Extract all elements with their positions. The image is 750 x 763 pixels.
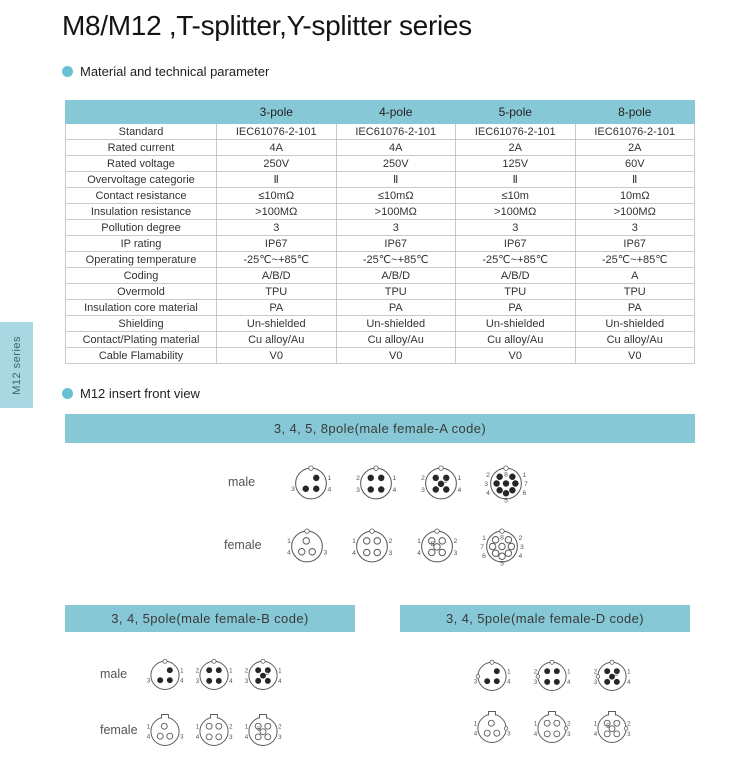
connector-diagram-male3 [143, 652, 187, 696]
connector-diagram-female5 [590, 705, 634, 749]
svg-text:1: 1 [457, 475, 462, 483]
svg-text:1: 1 [567, 668, 571, 676]
connector-diagram-female3 [470, 705, 514, 749]
spec-col-header: 8-pole [575, 101, 695, 124]
spec-row [66, 300, 695, 316]
spec-cell: >100MΩ [336, 204, 456, 220]
spec-row-label: Rated current [66, 140, 217, 156]
svg-text:4: 4 [195, 733, 200, 741]
gender-label: female [224, 538, 262, 552]
connector-diagram-female5 [413, 521, 461, 569]
svg-text:3: 3 [484, 480, 489, 488]
spec-cell: 125V [456, 156, 576, 172]
svg-text:1: 1 [244, 723, 249, 731]
section-header-material [62, 64, 269, 79]
pin-row-a-female [224, 521, 526, 569]
svg-text:1: 1 [392, 475, 397, 483]
bullet-icon [62, 388, 73, 399]
spec-table [65, 100, 695, 364]
spec-row [66, 140, 695, 156]
svg-text:4: 4 [180, 677, 184, 685]
spec-col-header: 5-pole [456, 101, 576, 124]
spec-row [66, 124, 695, 140]
spec-cell: V0 [456, 348, 576, 364]
svg-text:2: 2 [567, 720, 571, 728]
svg-text:8: 8 [504, 471, 508, 479]
svg-text:5: 5 [265, 670, 269, 678]
svg-text:2: 2 [421, 475, 425, 483]
svg-text:2: 2 [518, 534, 523, 542]
spec-cell: A/B/D [456, 268, 576, 284]
svg-text:1: 1 [522, 471, 527, 479]
svg-text:1: 1 [327, 475, 332, 483]
svg-text:1: 1 [278, 667, 282, 675]
svg-text:3: 3 [180, 733, 184, 741]
svg-text:3: 3 [323, 549, 328, 557]
svg-text:1: 1 [417, 538, 421, 546]
svg-text:2: 2 [388, 538, 393, 546]
svg-text:4: 4 [352, 549, 356, 557]
spec-cell: A/B/D [217, 268, 337, 284]
svg-text:4: 4 [229, 677, 233, 685]
spec-cell: ≤10mΩ [217, 188, 337, 204]
spec-cell: IEC61076-2-101 [217, 124, 337, 140]
spec-cell: -25℃~+85℃ [456, 252, 576, 268]
spec-cell: 3 [456, 220, 576, 236]
connector-diagram-male5 [241, 652, 285, 696]
spec-cell: >100MΩ [217, 204, 337, 220]
connector-diagram-female4 [530, 705, 574, 749]
svg-text:4: 4 [278, 677, 282, 685]
spec-row [66, 332, 695, 348]
spec-cell: 10mΩ [575, 188, 695, 204]
svg-text:3: 3 [421, 486, 425, 494]
spec-cell: ≤10mΩ [336, 188, 456, 204]
side-tab-label: M12 series [10, 335, 23, 395]
spec-cell: Cu alloy/Au [336, 332, 456, 348]
svg-text:3: 3 [146, 677, 151, 685]
svg-text:4: 4 [593, 730, 598, 738]
svg-text:4: 4 [486, 489, 490, 497]
pin-row-a-male [228, 458, 530, 506]
spec-row [66, 156, 695, 172]
svg-text:5: 5 [504, 497, 508, 505]
spec-cell: Un-shielded [575, 316, 695, 332]
spec-row [66, 236, 695, 252]
bullet-icon [62, 66, 73, 77]
spec-cell: PA [217, 300, 337, 316]
spec-cell: A/B/D [336, 268, 456, 284]
svg-text:7: 7 [480, 543, 485, 551]
spec-row-label: Insulation core material [66, 300, 217, 316]
svg-text:4: 4 [244, 733, 249, 741]
svg-text:5: 5 [614, 671, 618, 679]
gender-label: male [228, 475, 256, 489]
spec-cell: 3 [575, 220, 695, 236]
spec-cell: IP67 [217, 236, 337, 252]
spec-cell: IEC61076-2-101 [336, 124, 456, 140]
spec-row-label: Contact resistance [66, 188, 217, 204]
spec-cell: Cu alloy/Au [456, 332, 576, 348]
spec-cell: Ⅱ [575, 172, 695, 188]
svg-text:5: 5 [430, 541, 435, 549]
svg-text:3: 3 [278, 733, 282, 741]
spec-cell: -25℃~+85℃ [575, 252, 695, 268]
spec-row-label: Pollution degree [66, 220, 217, 236]
spec-row [66, 204, 695, 220]
spec-cell: IEC61076-2-101 [456, 124, 576, 140]
connector-diagram-female3 [143, 708, 187, 752]
spec-col-header [66, 101, 217, 124]
spec-col-header: 4-pole [336, 101, 456, 124]
spec-cell: A [575, 268, 695, 284]
spec-row-label: Operating temperature [66, 252, 217, 268]
spec-row-label: Rated voltage [66, 156, 217, 172]
spec-cell: 60V [575, 156, 695, 172]
svg-text:1: 1 [352, 538, 356, 546]
svg-text:3: 3 [507, 730, 511, 738]
spec-cell: TPU [456, 284, 576, 300]
spec-row [66, 316, 695, 332]
svg-text:5: 5 [257, 726, 261, 734]
svg-text:1: 1 [507, 668, 511, 676]
svg-text:1: 1 [533, 720, 538, 728]
svg-text:2: 2 [533, 668, 538, 676]
spec-col-header: 3-pole [217, 101, 337, 124]
svg-text:5: 5 [443, 478, 448, 486]
spec-row [66, 252, 695, 268]
svg-text:4: 4 [627, 678, 631, 686]
page-title: M8/M12 ,T-splitter,Y-splitter series [62, 10, 472, 41]
banner-a-code: 3, 4, 5, 8pole(male female-A code) [65, 414, 695, 443]
section-heading-material: Material and technical parameter [80, 64, 270, 79]
svg-text:4: 4 [518, 552, 523, 560]
spec-row [66, 284, 695, 300]
svg-text:1: 1 [593, 720, 598, 728]
spec-cell: IP67 [336, 236, 456, 252]
svg-text:4: 4 [567, 678, 571, 686]
connector-diagram-male8 [482, 458, 530, 506]
svg-text:2: 2 [593, 668, 598, 676]
spec-cell: ≤10m [456, 188, 576, 204]
svg-text:3: 3 [195, 677, 200, 685]
svg-text:7: 7 [523, 480, 528, 488]
spec-cell: Cu alloy/Au [575, 332, 695, 348]
svg-text:6: 6 [522, 489, 527, 497]
banner-d-code: 3, 4, 5pole(male female-D code) [400, 605, 690, 632]
spec-cell: PA [456, 300, 576, 316]
svg-text:3: 3 [627, 730, 631, 738]
pin-row-d-female [470, 705, 634, 749]
spec-cell: 3 [217, 220, 337, 236]
spec-row-label: Cable Flamability [66, 348, 217, 364]
connector-diagram-female8 [478, 521, 526, 569]
spec-cell: -25℃~+85℃ [336, 252, 456, 268]
svg-text:2: 2 [229, 723, 233, 731]
svg-text:1: 1 [180, 667, 184, 675]
spec-row [66, 220, 695, 236]
spec-row [66, 188, 695, 204]
spec-cell: 2A [456, 140, 576, 156]
spec-cell: PA [575, 300, 695, 316]
spec-row [66, 268, 695, 284]
spec-cell: 3 [336, 220, 456, 236]
spec-row-label: Insulation resistance [66, 204, 217, 220]
spec-cell: V0 [336, 348, 456, 364]
svg-text:3: 3 [533, 678, 538, 686]
connector-diagram-male5 [590, 653, 634, 697]
svg-text:4: 4 [507, 678, 511, 686]
svg-text:2: 2 [278, 723, 282, 731]
connector-diagram-female4 [348, 521, 396, 569]
svg-text:1: 1 [146, 723, 151, 731]
spec-cell: IEC61076-2-101 [575, 124, 695, 140]
svg-text:2: 2 [244, 667, 249, 675]
svg-text:1: 1 [627, 668, 631, 676]
spec-cell: >100MΩ [575, 204, 695, 220]
side-tab-m12-series [0, 322, 33, 408]
spec-cell: Ⅱ [217, 172, 337, 188]
spec-row-label: IP rating [66, 236, 217, 252]
svg-text:4: 4 [473, 730, 478, 738]
pin-row-b-male [100, 652, 285, 696]
svg-text:4: 4 [146, 733, 151, 741]
connector-diagram-female4 [192, 708, 236, 752]
svg-text:3: 3 [519, 543, 524, 551]
spec-cell: IP67 [456, 236, 576, 252]
svg-text:2: 2 [195, 667, 200, 675]
section-header-insert-view [62, 386, 200, 401]
spec-cell: 250V [336, 156, 456, 172]
spec-cell: Ⅱ [336, 172, 456, 188]
gender-label: male [100, 667, 128, 681]
spec-cell: Un-shielded [336, 316, 456, 332]
spec-row-label: Overvoltage categorie [66, 172, 217, 188]
spec-row-label: Coding [66, 268, 217, 284]
spec-row-label: Overmold [66, 284, 217, 300]
svg-text:5: 5 [606, 723, 610, 731]
svg-text:2: 2 [486, 471, 490, 479]
svg-text:3: 3 [291, 486, 295, 493]
svg-text:2: 2 [453, 538, 458, 546]
spec-row-label: Shielding [66, 316, 217, 332]
spec-cell: IP67 [575, 236, 695, 252]
svg-text:6: 6 [482, 552, 486, 560]
svg-text:3: 3 [567, 730, 571, 738]
svg-text:3: 3 [388, 549, 393, 557]
svg-text:3: 3 [453, 549, 458, 557]
spec-cell: Cu alloy/Au [217, 332, 337, 348]
connector-diagram-male3 [287, 458, 335, 506]
svg-text:4: 4 [327, 486, 332, 494]
spec-cell: Un-shielded [456, 316, 576, 332]
svg-text:4: 4 [417, 549, 421, 557]
banner-b-code: 3, 4, 5pole(male female-B code) [65, 605, 355, 632]
svg-text:3: 3 [229, 733, 233, 741]
svg-text:5: 5 [500, 560, 504, 568]
svg-text:1: 1 [473, 720, 478, 728]
svg-text:4: 4 [392, 486, 397, 494]
pin-row-d-male [470, 653, 634, 697]
connector-diagram-male4 [192, 652, 236, 696]
svg-text:4: 4 [533, 730, 538, 738]
svg-text:3: 3 [593, 678, 598, 686]
spec-row [66, 348, 695, 364]
svg-text:1: 1 [195, 723, 200, 731]
connector-diagram-male3 [470, 653, 514, 697]
spec-cell: >100MΩ [456, 204, 576, 220]
pin-row-b-female [100, 708, 285, 752]
section-heading-insert-view: M12 insert front view [80, 386, 200, 401]
spec-cell: Un-shielded [217, 316, 337, 332]
svg-text:2: 2 [356, 475, 360, 483]
svg-text:3: 3 [244, 677, 249, 685]
spec-cell: V0 [217, 348, 337, 364]
spec-cell: 250V [217, 156, 337, 172]
spec-cell: TPU [336, 284, 456, 300]
gender-label: female [100, 723, 138, 737]
spec-cell: -25℃~+85℃ [217, 252, 337, 268]
spec-row-label: Standard [66, 124, 217, 140]
svg-text:1: 1 [287, 538, 291, 546]
connector-diagram-male4 [352, 458, 400, 506]
svg-text:3: 3 [356, 486, 360, 494]
svg-text:8: 8 [500, 534, 504, 542]
spec-cell: V0 [575, 348, 695, 364]
svg-text:4: 4 [287, 549, 291, 557]
svg-text:2: 2 [627, 720, 631, 728]
spec-cell: PA [336, 300, 456, 316]
svg-text:1: 1 [229, 667, 233, 675]
spec-cell: TPU [575, 284, 695, 300]
svg-text:4: 4 [457, 486, 462, 494]
spec-row [66, 172, 695, 188]
spec-row-label: Contact/Plating material [66, 332, 217, 348]
spec-cell: 4A [336, 140, 456, 156]
connector-diagram-male4 [530, 653, 574, 697]
spec-cell: TPU [217, 284, 337, 300]
connector-diagram-female3 [283, 521, 331, 569]
svg-text:1: 1 [482, 534, 486, 542]
spec-cell: 4A [217, 140, 337, 156]
spec-cell: Ⅱ [456, 172, 576, 188]
connector-diagram-female5 [241, 708, 285, 752]
spec-cell: 2A [575, 140, 695, 156]
connector-diagram-male5 [417, 458, 465, 506]
svg-text:3: 3 [473, 678, 478, 686]
